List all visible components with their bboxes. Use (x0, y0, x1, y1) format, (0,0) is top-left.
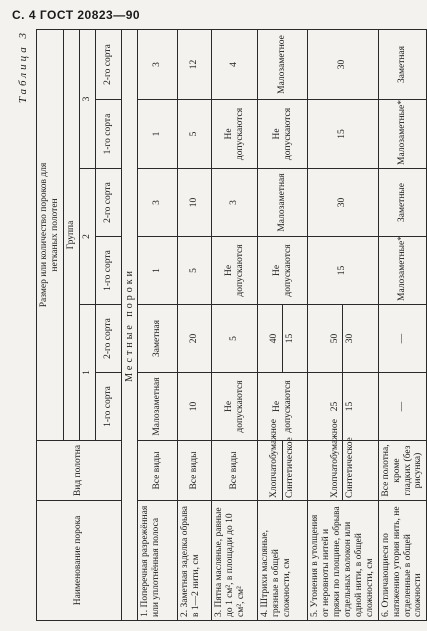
grade-1-g2: 1-го сорта (95, 237, 121, 305)
value-cell: 20 (178, 305, 212, 373)
defect-name: 2. Заметная заделка обрыва в 1—2 нити, см (178, 501, 212, 621)
value-cell: Малозаметная (258, 169, 308, 237)
value-cell: 10 (178, 373, 212, 441)
fabric-type-cotton: Хлопчатобумажное (329, 419, 340, 498)
col-fabric-type: Вид полотна (37, 441, 122, 501)
value-synthetic: 15 (282, 305, 298, 372)
col-defect-name: Наименование порока (37, 501, 122, 621)
value-cell: Заметная (138, 305, 178, 373)
value-cell: Малозаметное (258, 29, 308, 99)
value-cotton: 50 (329, 333, 340, 344)
value-synthetic: 15 (342, 373, 358, 440)
value-cell: 4 (212, 29, 258, 99)
defect-name: 5. Утонения в утолщения от неровноты нитей и пряжи по площине, обрыва отдельных волокон или одной нити, в общей сложности, см (308, 501, 379, 621)
grade-2-g1: 2-го сорта (95, 305, 121, 373)
table-number: Таблица 3 (17, 30, 29, 104)
value-cell (258, 305, 308, 373)
group-1: 1 (79, 305, 95, 441)
fabric-type-synthetic: Синтетическое (282, 441, 298, 500)
value-cell: 1 (138, 100, 178, 169)
value-cell: 3 (212, 169, 258, 237)
value-cell: Не допускаются (212, 237, 258, 305)
value-cell: 10 (178, 169, 212, 237)
value-cell: Малозаметные* (378, 237, 427, 305)
group-2: 2 (79, 169, 95, 305)
value-cell: Малозаметная (138, 373, 178, 441)
value-cell: 5 (178, 237, 212, 305)
value-cell: 15 (308, 100, 379, 169)
value-cell: 5 (178, 100, 212, 169)
value-cell: Не допускаются (258, 100, 308, 169)
fabric-type: Все виды (178, 441, 212, 501)
value-cell: Заметные (378, 169, 427, 237)
table-row (308, 29, 379, 620)
page-header: С. 4 ГОСТ 20823—90 (12, 8, 141, 22)
value-cell: — (378, 305, 427, 373)
value-cell: 30 (308, 169, 379, 237)
table-row (212, 29, 258, 620)
value-cell (308, 373, 379, 441)
table-row (378, 29, 427, 620)
grade-2-g3: 2-го сорта (95, 29, 121, 99)
value-cell: 1 (138, 237, 178, 305)
fabric-type (308, 419, 379, 501)
value-cell: — (378, 373, 427, 441)
rotated-table-area (14, 30, 424, 621)
fabric-type (258, 419, 308, 501)
col-group: Группа (63, 29, 79, 440)
value-cell: Не допускаются (212, 373, 258, 441)
group-3: 3 (79, 29, 95, 168)
value-cotton: 25 (329, 401, 340, 412)
value-cell: 5 (212, 305, 258, 373)
value-cell: 3 (138, 169, 178, 237)
fabric-type: Все виды (138, 441, 178, 501)
grade-2-g2: 2-го сорта (95, 169, 121, 237)
fabric-type: Все виды (212, 441, 258, 501)
value-cotton: 40 (269, 333, 280, 344)
defect-name: 6. Отличающиеся по натяжению утория нить, не отделенные в общей сложности (378, 501, 427, 621)
fabric-type-synthetic: Синтетическое (342, 441, 358, 500)
table-row (258, 29, 308, 620)
section-title: Местные пороки (121, 29, 138, 620)
value-cell: 15 (308, 237, 379, 305)
value-cell: 12 (178, 29, 212, 99)
table-row (178, 29, 212, 620)
grade-1-g1: 1-го сорта (95, 373, 121, 441)
defect-name: 1. Поперечная разрежённая или уплотнённая полоса (138, 501, 178, 621)
defect-name: 4. Штрихи масляные, грязные в общей сложности, см (258, 501, 308, 621)
size-header-text: Размер или количество пороков для (39, 162, 49, 308)
value-cell: Малозаметные* (378, 100, 427, 169)
table-row (138, 29, 178, 620)
defects-table (36, 29, 427, 621)
value-cell: Не допускаются (258, 373, 308, 441)
value-cell: 30 (308, 29, 379, 99)
size-subheader-text: нетканых полотен (49, 198, 60, 272)
fabric-type: Все полотна, кроме гладких (без рисунка) (378, 441, 427, 501)
value-cell: Заметная (378, 29, 427, 99)
grade-1-g3: 1-го сорта (95, 100, 121, 169)
defect-name: 3. Пятна масляные, равные до 1 см², в площади до 10 см², см² (212, 501, 258, 621)
value-synthetic: 30 (342, 305, 358, 372)
col-size-header (37, 29, 64, 440)
value-cell: 3 (138, 29, 178, 99)
value-cell (308, 305, 379, 373)
fabric-type-cotton: Хлопчатобумажное (269, 419, 280, 498)
value-cell: Не допускаются (258, 237, 308, 305)
value-cell: Не допускаются (212, 100, 258, 169)
